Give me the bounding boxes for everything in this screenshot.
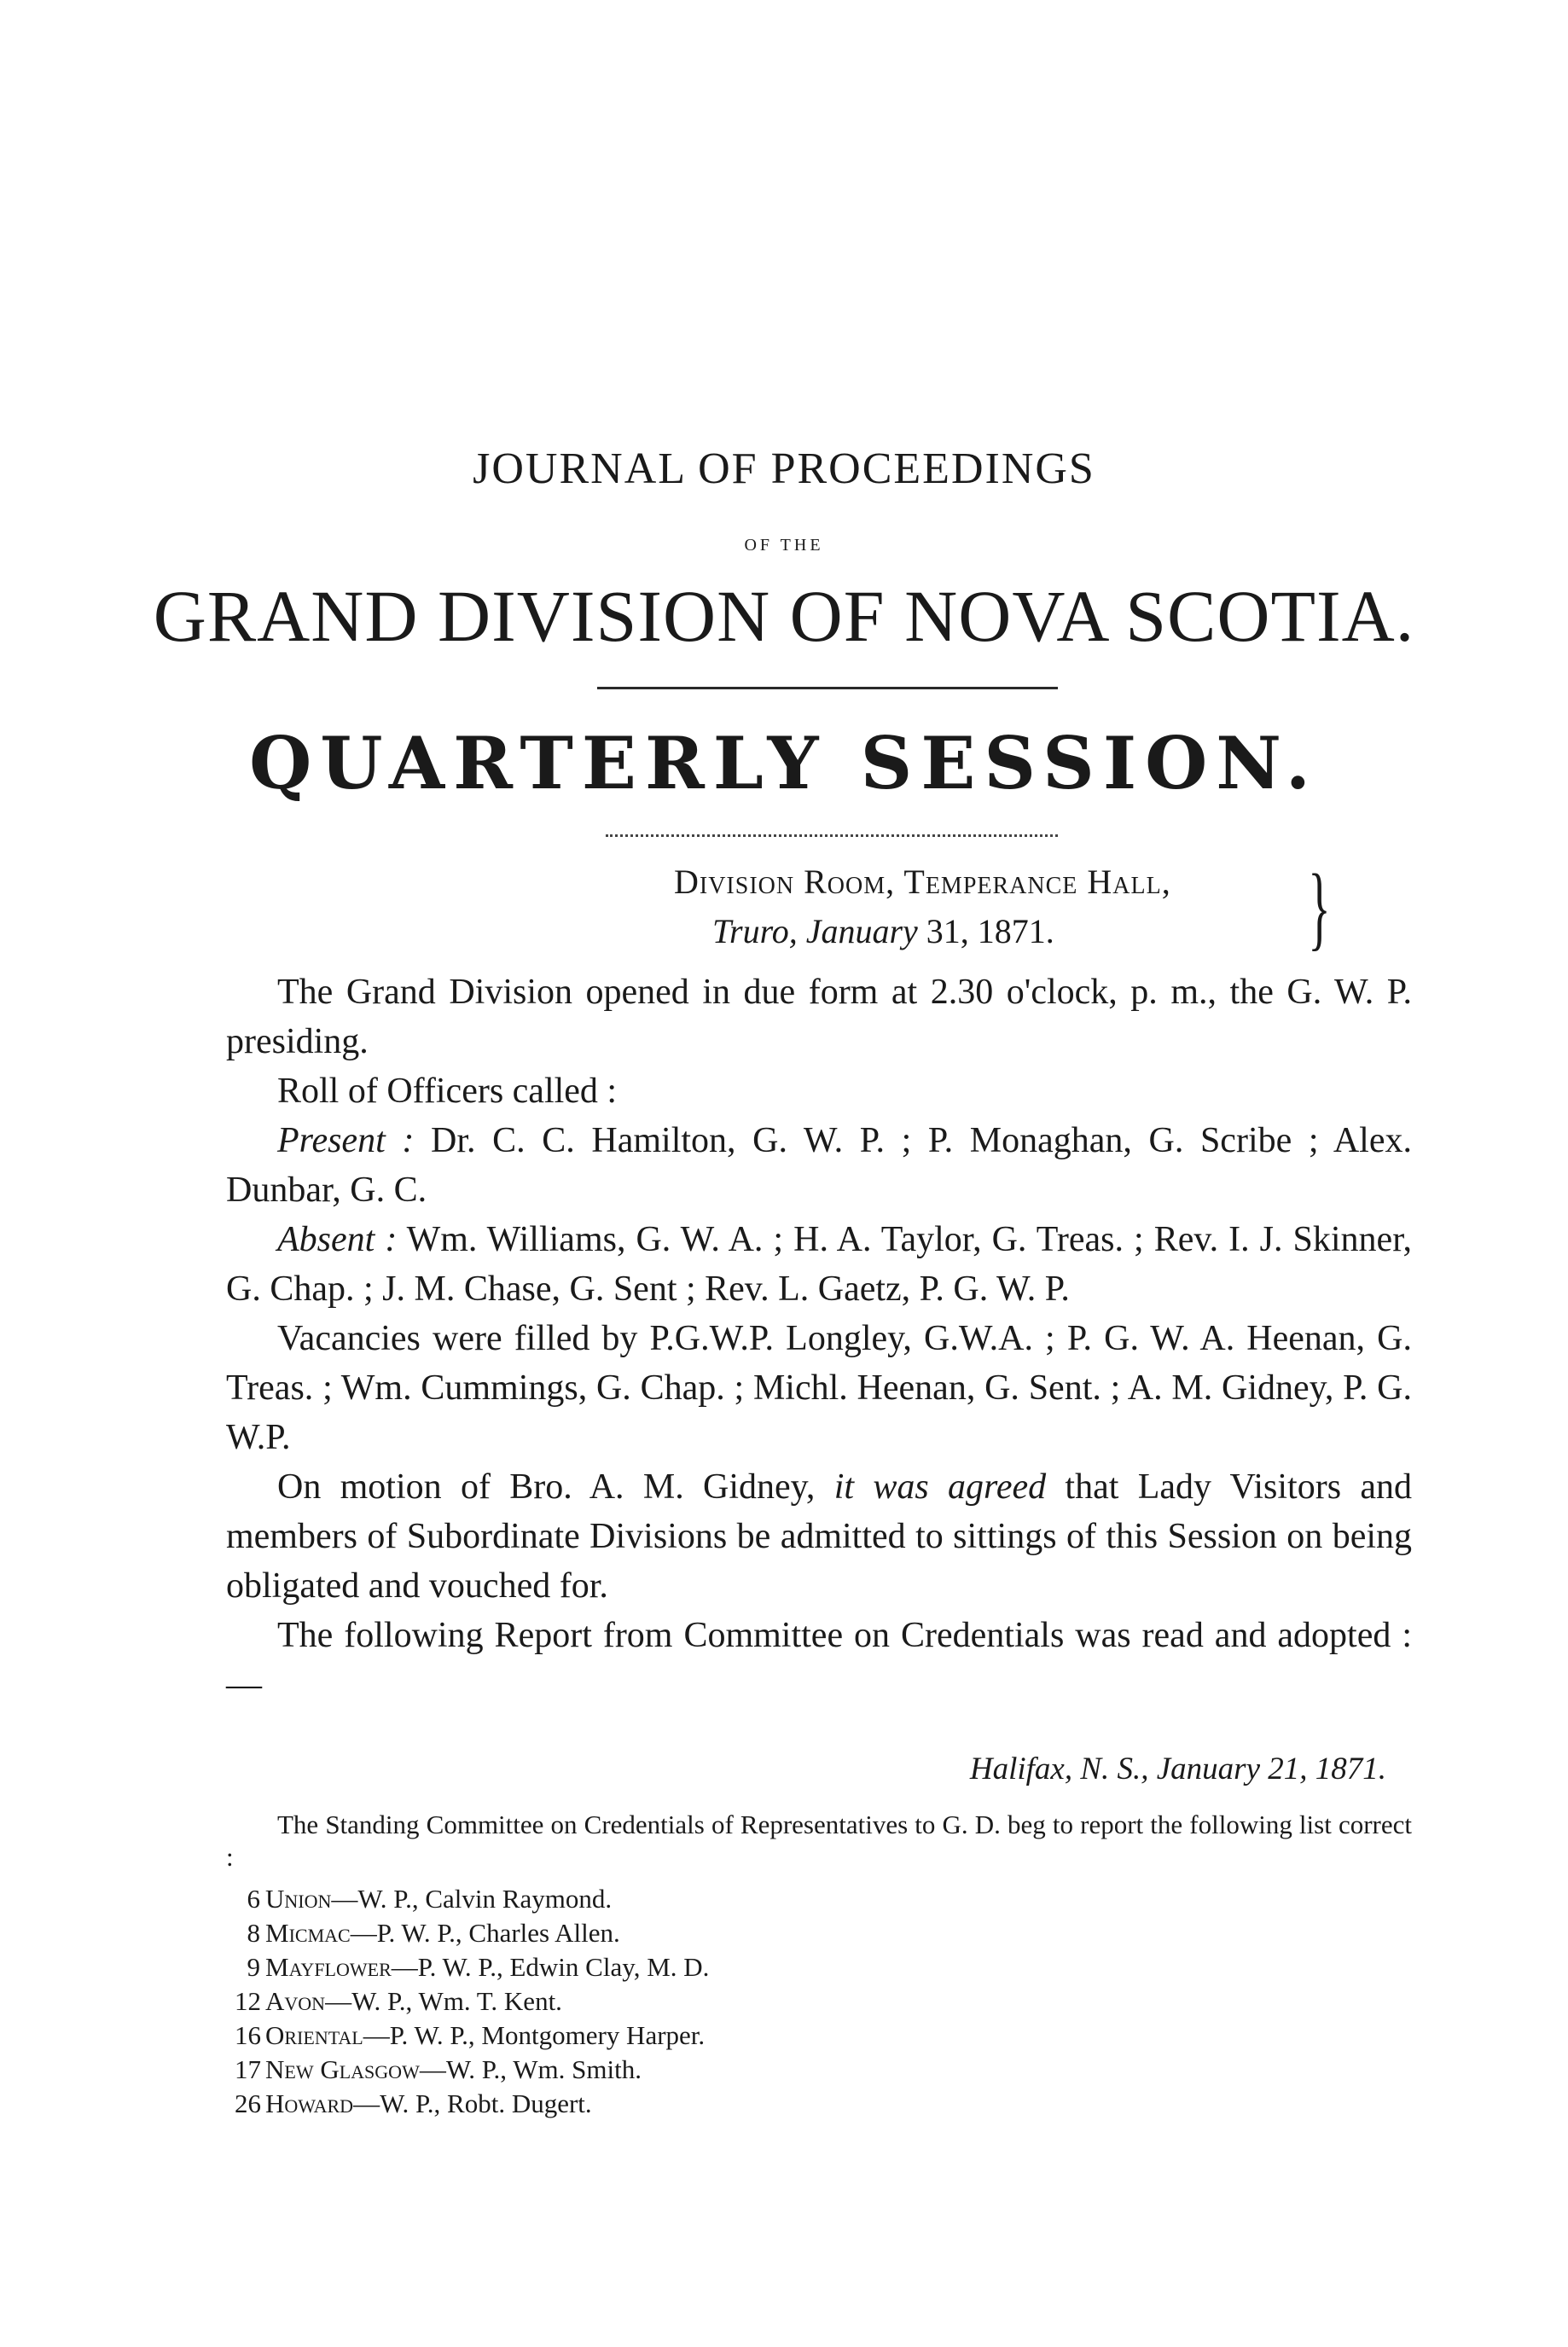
- minutes-body: [226, 967, 1412, 1710]
- division-number: 6: [247, 1884, 260, 1914]
- opening-paragraph: The Grand Division opened in due form at 2.30 o'clock, p. m., the G. W. P. presiding.: [226, 973, 1412, 1061]
- division-name: Avon: [265, 1986, 326, 2016]
- division-number: 17: [235, 2054, 261, 2084]
- report-intro: The Standing Committee on Credentials of Representatives to G. D. beg to report the following list correct :: [226, 1810, 1412, 1872]
- grand-division-title: GRAND DIVISION OF NOVA SCOTIA.: [153, 575, 1415, 657]
- list-item: [235, 1916, 709, 1950]
- division-name: Oriental: [265, 2020, 363, 2050]
- title-rule: [597, 687, 1058, 689]
- list-item: [235, 2019, 709, 2053]
- division-number: 16: [235, 2020, 261, 2050]
- list-item: [235, 1984, 709, 2019]
- list-item: [235, 1882, 709, 1916]
- meeting-day-year: 31, 1871.: [926, 912, 1054, 950]
- meeting-date: [712, 911, 1054, 951]
- brace: }: [1308, 855, 1331, 959]
- report-dateline: Halifax, N. S., January 21, 1871.: [969, 1752, 1386, 1786]
- present-text: Dr. C. C. Hamilton, G. W. P. ; P. Monaghan, G. Scribe ; Alex. Dunbar, G. C.: [226, 1121, 1412, 1210]
- vacancies-paragraph: Vacancies were filled by P.G.W.P. Longley, G.W.A. ; P. G. W. A. Heenan, G. Treas. ; Wm. Cummings, G. Chap. ; Michl. Heenan, G. Sent. ; A. M. Gidney, P. G. W.P.: [226, 1319, 1412, 1457]
- absent-text: Wm. Williams, G. W. A. ; H. A. Taylor, G. Treas. ; Rev. I. J. Skinner, G. Chap. ; J. M. Chase, G. Sent ; Rev. L. Gaetz, P. G. W. P.: [226, 1220, 1412, 1309]
- present-paragraph: [226, 1116, 1412, 1215]
- journal-title: JOURNAL OF PROCEEDINGS: [473, 444, 1095, 493]
- of-the-caption: OF THE: [744, 536, 824, 555]
- absent-paragraph: [226, 1215, 1412, 1314]
- division-number: 8: [247, 1918, 260, 1948]
- motion-paragraph: [226, 1462, 1412, 1611]
- session-rule: [606, 834, 1058, 837]
- representative: —W. P., Wm. Smith.: [419, 2054, 642, 2084]
- division-name: New Glasgow: [265, 2054, 420, 2084]
- list-item: [235, 2087, 709, 2121]
- absent-label: Absent :: [277, 1220, 398, 1259]
- representative: —W. P., Robt. Dugert.: [353, 2088, 592, 2118]
- motion-agreed: it was agreed: [833, 1467, 1047, 1507]
- report-intro-block: [226, 1809, 1412, 1874]
- present-label: Present :: [277, 1121, 415, 1160]
- division-name: Howard: [265, 2088, 354, 2118]
- credentials-list: [235, 1882, 709, 2121]
- motion-text-b: that Lady Visitors and members of Subordinate Divisions be admitted to sittings of this Session on being obligated and vouched for.: [226, 1467, 1412, 1606]
- meeting-month: January: [805, 912, 918, 950]
- meeting-place: Division Room, Temperance Hall,: [674, 863, 1171, 901]
- representative: —P. W. P., Montgomery Harper.: [363, 2020, 706, 2050]
- division-name: Micmac: [265, 1918, 351, 1948]
- list-item: [235, 1950, 709, 1984]
- report-paragraph: The following Report from Committee on Credentials was read and adopted :—: [226, 1616, 1412, 1705]
- meeting-town: Truro,: [712, 912, 798, 950]
- representative: —W. P., Wm. T. Kent.: [325, 1986, 562, 2016]
- representative: —P. W. P., Charles Allen.: [350, 1918, 620, 1948]
- division-name: Union: [265, 1884, 332, 1914]
- division-number: 12: [235, 1986, 261, 2016]
- division-number: 9: [247, 1952, 260, 1982]
- session-title: QUARTERLY SESSION.: [249, 721, 1319, 805]
- division-number: 26: [235, 2088, 261, 2118]
- list-item: [235, 2053, 709, 2087]
- division-name: Mayflower: [265, 1952, 392, 1982]
- representative: —W. P., Calvin Raymond.: [331, 1884, 613, 1914]
- representative: —P. W. P., Edwin Clay, M. D.: [391, 1952, 710, 1982]
- motion-text-a: On motion of Bro. A. M. Gidney,: [277, 1467, 834, 1507]
- roll-paragraph: Roll of Officers called :: [277, 1072, 618, 1111]
